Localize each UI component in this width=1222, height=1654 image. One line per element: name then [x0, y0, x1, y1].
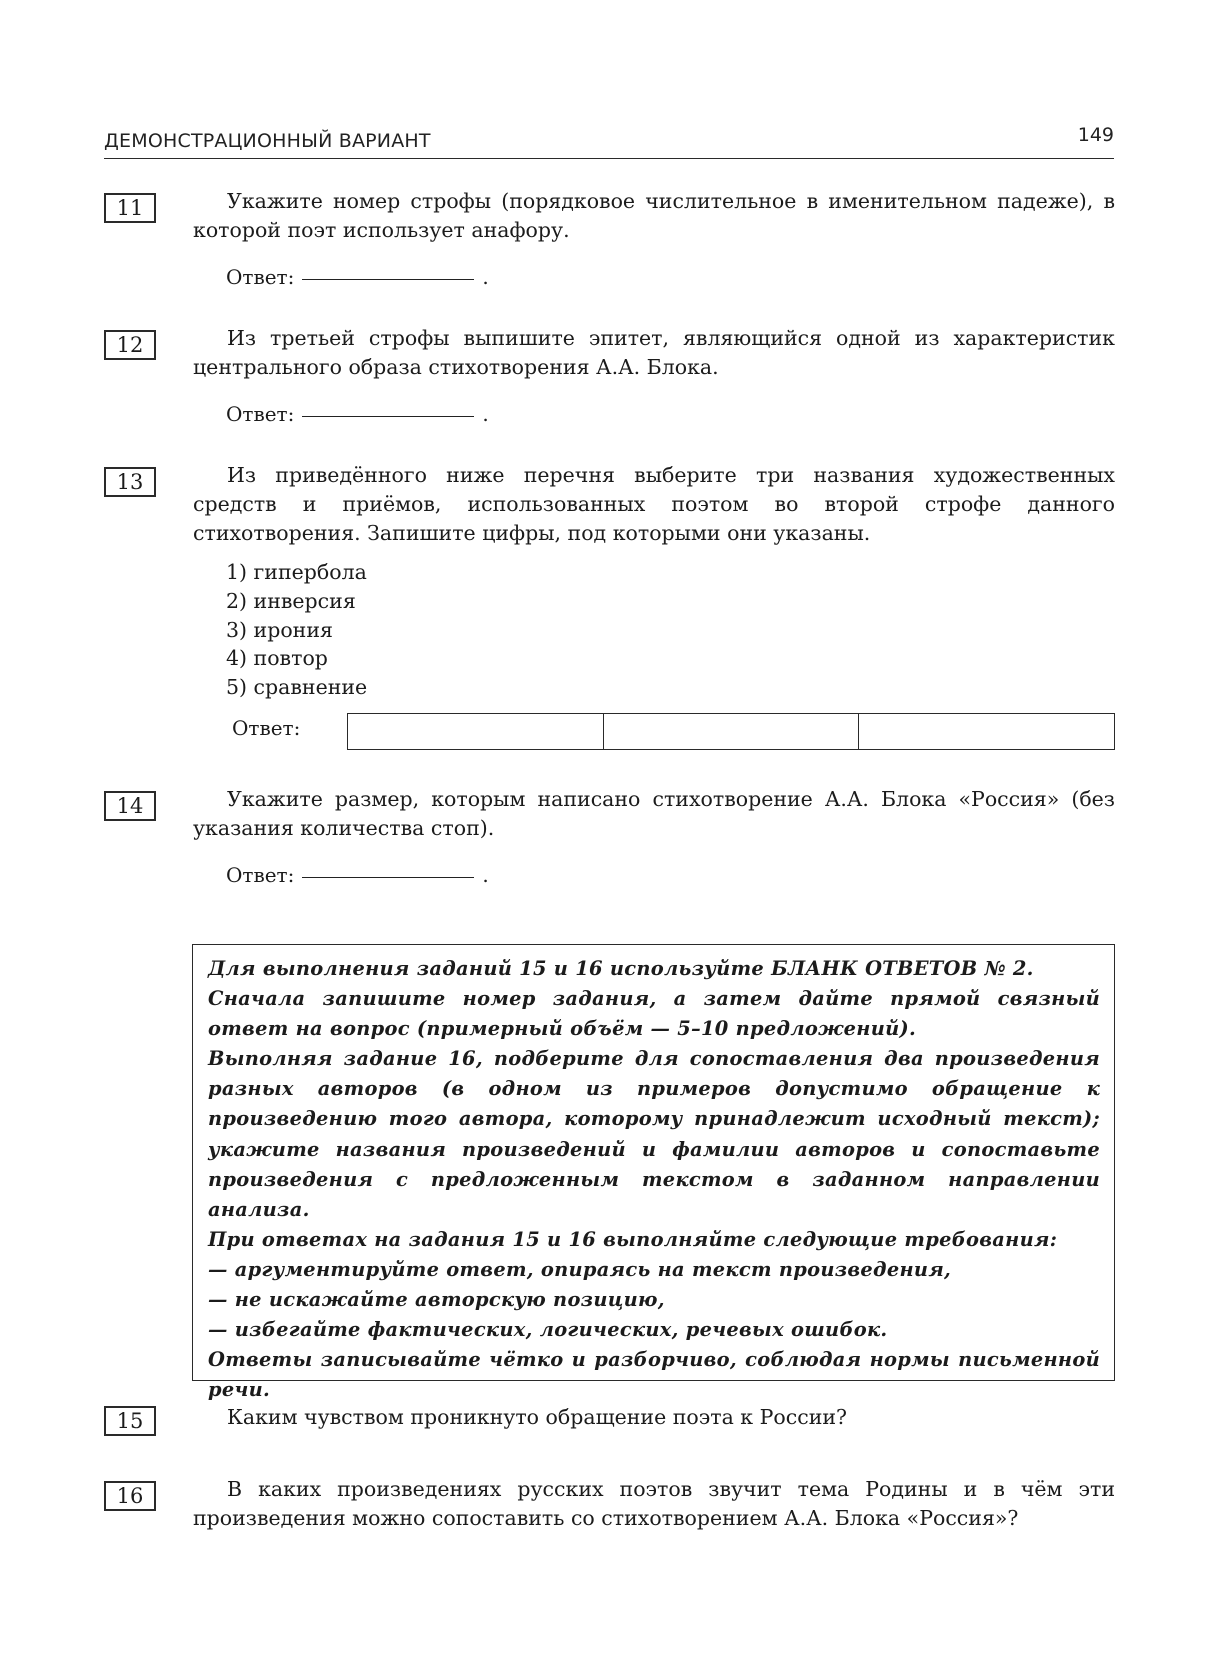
- task-11-text: Укажите номер строфы (порядковое числительное в именительном падеже), в которой поэт использует анафору.: [193, 189, 1115, 242]
- instructions-box: [192, 944, 1115, 1402]
- answer-label: Ответ:: [226, 265, 295, 289]
- instruction-line: — не искажайте авторскую позицию,: [208, 1288, 665, 1312]
- option-item: 2) инверсия: [226, 588, 356, 613]
- instruction-line: — аргументируйте ответ, опираясь на текст произведения,: [208, 1257, 952, 1281]
- answer-label: Ответ:: [226, 402, 295, 426]
- task-number-11: 11: [104, 193, 156, 223]
- task-number-12: 12: [104, 330, 156, 360]
- instruction-line: При ответах на задания 15 и 16 выполняйте следующие требования:: [208, 1227, 1058, 1251]
- instruction-line: Сначала запишите номер задания, а затем дайте прямой связный ответ на вопрос (примерный объём — 5–10 предложений).: [208, 987, 1100, 1041]
- task-12-answer: [226, 402, 489, 426]
- answer-cell-1[interactable]: [348, 714, 604, 749]
- task-13-answer-label: Ответ:: [232, 716, 301, 740]
- task-number-13: 13: [104, 467, 156, 497]
- option-item: 3) ирония: [226, 617, 333, 642]
- task-14-text: Укажите размер, которым написано стихотворение А.А. Блока «Россия» (без указания количества стоп).: [193, 787, 1115, 840]
- instruction-line: Для выполнения заданий 15 и 16 используйте БЛАНК ОТВЕТОВ № 2.: [208, 957, 1034, 980]
- answer-dot: .: [482, 863, 489, 887]
- answer-line[interactable]: [302, 279, 474, 280]
- task-13-text: Из приведённого ниже перечня выберите три названия художественных средств и приёмов, использованных поэтом во второй строфе данного стихотворения. Запишите цифры, под которыми они указаны.: [193, 463, 1115, 545]
- task-13-answer-cells: [347, 713, 1115, 750]
- task-number-16: 16: [104, 1481, 156, 1511]
- option-item: 1) гипербола: [226, 560, 367, 584]
- task-16-text: В каких произведениях русских поэтов звучит тема Родины и в чём эти произведения можно сопоставить со стихотворением А.А. Блока «Россия»?: [193, 1477, 1115, 1530]
- answer-cell-2[interactable]: [604, 714, 860, 749]
- page-header: [104, 124, 1114, 159]
- instruction-line: Выполняя задание 16, подберите для сопоставления два произведения разных авторов (в одном из примеров допустимо обращение к произведению того автора, которому принадлежит исходный текст); укажите названия произведений и фамилии авторов и сопоставьте произведения с предложенным текстом в заданном направлении анализа.: [208, 1047, 1100, 1221]
- instruction-line: Ответы записывайте чётко и разборчиво, соблюдая нормы письменной речи.: [208, 1348, 1100, 1402]
- task-13-options: [226, 558, 367, 702]
- answer-dot: .: [482, 265, 489, 289]
- option-item: 5) сравнение: [226, 675, 368, 700]
- task-number-15: 15: [104, 1406, 156, 1436]
- task-12-text: Из третьей строфы выпишите эпитет, являющийся одной из характеристик центрального образа стихотворения А.А. Блока.: [193, 326, 1115, 379]
- answer-label: Ответ:: [226, 863, 295, 887]
- option-item: 4) повтор: [226, 646, 328, 671]
- answer-line[interactable]: [302, 416, 474, 417]
- header-title: ДЕМОНСТРАЦИОННЫЙ ВАРИАНТ: [104, 130, 431, 152]
- task-11-answer: [226, 265, 489, 289]
- answer-dot: .: [482, 402, 489, 426]
- task-14-answer: [226, 863, 489, 887]
- answer-line[interactable]: [302, 877, 474, 878]
- task-15-text: Каким чувством проникнуто обращение поэта к России?: [227, 1405, 848, 1429]
- answer-cell-3[interactable]: [859, 714, 1114, 749]
- page-number: 149: [1077, 124, 1114, 146]
- task-number-14: 14: [104, 791, 156, 821]
- instruction-line: — избегайте фактических, логических, речевых ошибок.: [208, 1318, 888, 1342]
